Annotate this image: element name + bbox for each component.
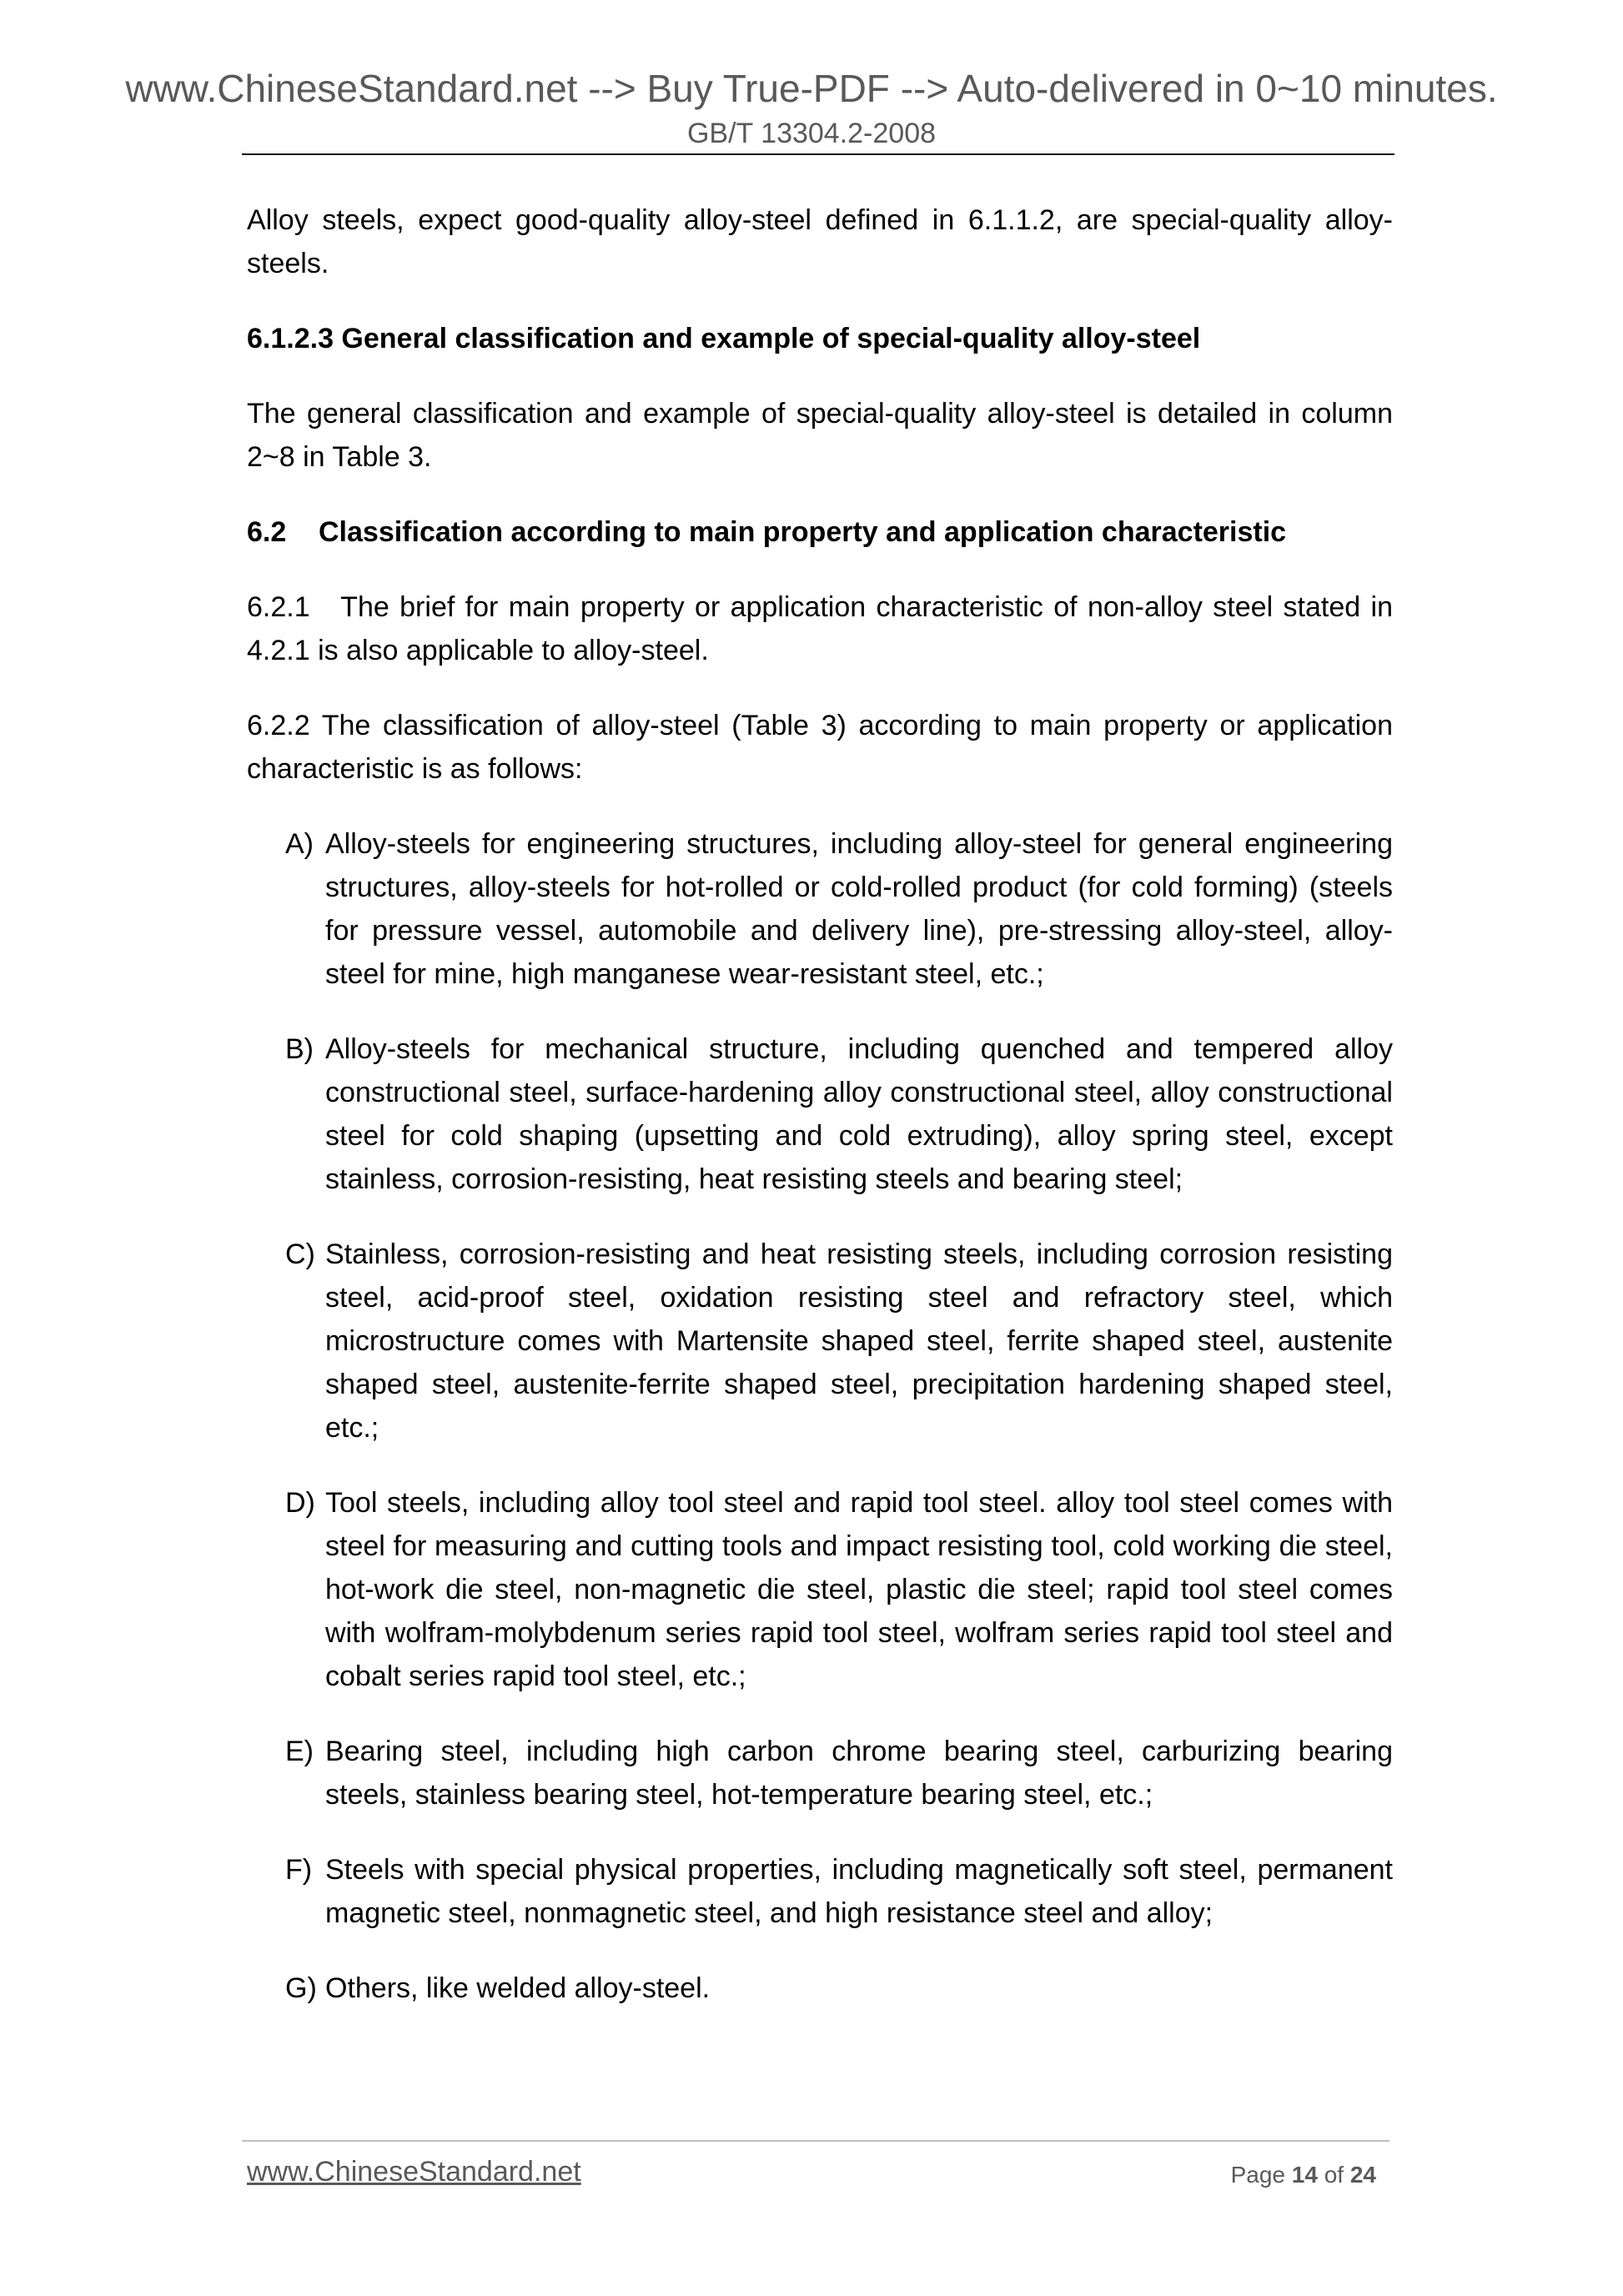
list-item xyxy=(247,1233,1393,1449)
list-item-label: A) xyxy=(285,828,314,860)
list-item-label: D) xyxy=(285,1487,315,1519)
paragraph-6-2-1: 6.2.1 The brief for main property or application characteristic of non-alloy steel stated in 4.2.1 is also applicable to alloy-steel. xyxy=(247,591,1401,666)
footer-website-link[interactable]: www.ChineseStandard.net xyxy=(247,2156,581,2188)
list-item xyxy=(247,1848,1393,1935)
page-indicator xyxy=(1231,2160,1376,2190)
list-item xyxy=(247,1967,1393,2010)
list-item-label: C) xyxy=(285,1238,315,1270)
page-prefix: Page xyxy=(1230,2162,1285,2188)
page-total: 24 xyxy=(1349,2162,1376,2188)
list-item-text: Others, like welded alloy-steel. xyxy=(325,1972,711,2004)
list-item xyxy=(247,1730,1393,1816)
classification-list xyxy=(247,822,1393,2010)
list-item-text: Tool steels, including alloy tool steel and rapid tool steel. alloy tool steel comes with steel for measuring and cutting tools and impact resisting tool, cold working die steel, hot-work die steel, non-magnetic die steel, plastic die steel; rapid tool steel comes with wolfram-molybdenum series rapid tool steel, wolfram series rapid tool steel and cobalt series rapid tool steel, etc.; xyxy=(325,1487,1393,1692)
list-item-text: Alloy-steels for mechanical structure, including quenched and tempered alloy constructional steel, surface-hardening alloy constructional steel, alloy constructional steel for cold shaping (upsetting and cold extruding), alloy spring steel, except stainless, corrosion-resisting, heat resisting steels and bearing steel; xyxy=(325,1033,1393,1195)
list-item-label: G) xyxy=(285,1972,317,2004)
list-item xyxy=(247,822,1393,996)
header-banner-link[interactable]: www.ChineseStandard.net --> Buy True-PDF --> Auto-delivered in 0~10 minutes. xyxy=(125,67,1498,110)
paragraph-6-2-2: 6.2.2 The classification of alloy-steel (Table 3) according to main property or application characteristic is as follows: xyxy=(247,710,1393,785)
list-item-text: Stainless, corrosion-resisting and heat resisting steels, including corrosion resisting steel, acid-proof steel, oxidation resisting steel and refractory steel, which microstructure comes with Martensite shaped steel, ferrite shaped steel, austenite shaped steel, austenite-ferrite shaped steel, precipitation hardening shaped steel, etc.; xyxy=(325,1238,1393,1444)
header-divider xyxy=(242,153,1394,155)
list-item-text: Alloy-steels for engineering structures, including alloy-steel for general engineering structures, alloy-steels for hot-rolled or cold-rolled product (for cold forming) (steels for pressure vessel, automobile and delivery line), pre-stressing alloy-steel, alloy-steel for mine, high manganese wear-resistant steel, etc.; xyxy=(325,828,1393,990)
section-heading-6-2 xyxy=(247,510,1393,554)
page-of: of xyxy=(1324,2162,1344,2188)
list-item xyxy=(247,1027,1393,1201)
list-item-text: Bearing steel, including high carbon chrome bearing steel, carburizing bearing steels, stainless bearing steel, hot-temperature bearing steel, etc.; xyxy=(325,1736,1393,1811)
section-number: 6.2 xyxy=(247,516,287,548)
document-body xyxy=(247,198,1401,2042)
list-item-label: F) xyxy=(285,1854,313,1886)
section-heading-6-1-2-3: 6.1.2.3 General classification and example of special-quality alloy-steel xyxy=(247,323,1201,354)
list-item-text: Steels with special physical properties, including magnetically soft steel, permanent magnetic steel, nonmagnetic steel, and high resistance steel and alloy; xyxy=(325,1854,1393,1929)
list-item-label: E) xyxy=(285,1736,314,1767)
list-item-label: B) xyxy=(285,1033,314,1065)
page-current: 14 xyxy=(1291,2162,1318,2188)
standard-id: GB/T 13304.2-2008 xyxy=(686,118,937,149)
footer-divider xyxy=(242,2140,1389,2142)
paragraph-6-1-2-3: The general classification and example of special-quality alloy-steel is detailed in column 2~8 in Table 3. xyxy=(247,398,1393,473)
intro-paragraph: Alloy steels, expect good-quality alloy-steel defined in 6.1.1.2, are special-quality alloy-steels. xyxy=(247,204,1393,279)
list-item xyxy=(247,1481,1393,1698)
section-title: Classification according to main property and application characteristic xyxy=(319,516,1287,548)
